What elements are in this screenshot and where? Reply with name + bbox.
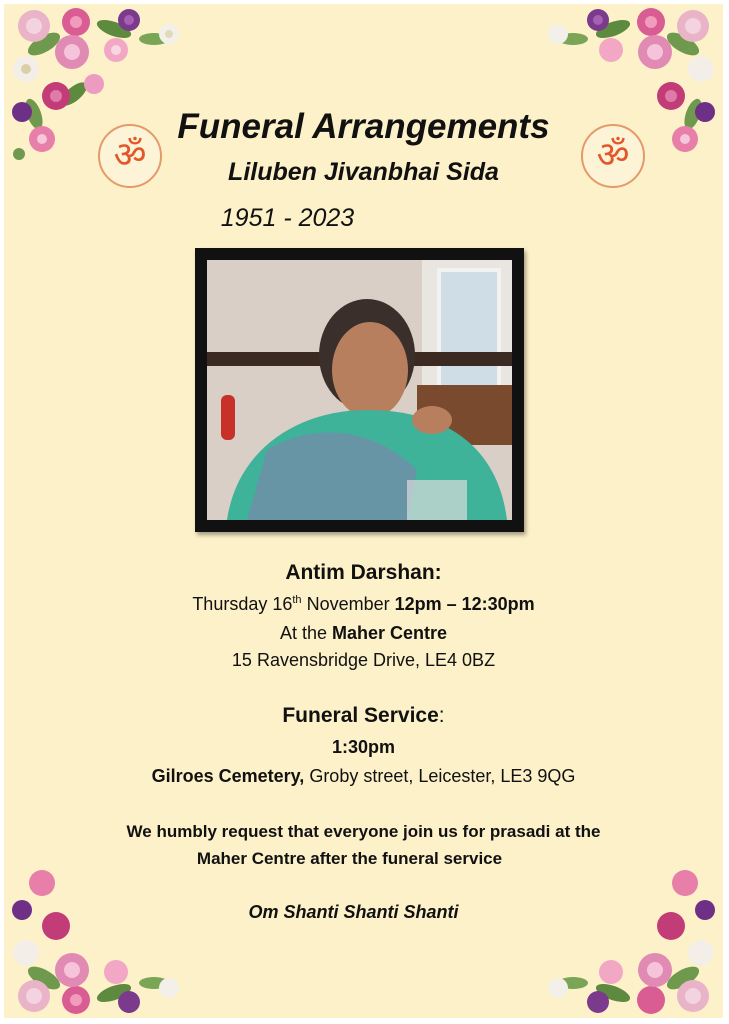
life-years: 1951 - 2023	[220, 204, 355, 232]
day-suffix: th	[292, 594, 302, 606]
page-title: Funeral Arrangements	[177, 107, 550, 146]
flower-bouquet-icon	[533, 848, 723, 1018]
om-glyph: ॐ	[596, 135, 630, 176]
funeral-service-title: Funeral Service	[282, 704, 439, 727]
om-glyph: ॐ	[113, 135, 147, 176]
flower-bouquet-icon	[4, 848, 194, 1018]
funeral-service-time: 1:30pm	[331, 737, 396, 757]
closing-prayer: Om Shanti Shanti Shanti	[248, 902, 459, 922]
antim-darshan-day: Thursday 16	[192, 594, 293, 614]
portrait-image-icon	[207, 260, 512, 520]
deceased-name: Liluben Jivanbhai Sida	[228, 158, 499, 186]
floral-corner-bottom-right	[533, 848, 723, 1018]
funeral-service-location	[4, 766, 723, 787]
portrait-photo	[207, 260, 512, 520]
venue-prefix: At the	[279, 623, 332, 643]
photo-frame	[195, 248, 524, 532]
antim-darshan-date-time	[4, 594, 723, 615]
cemetery-address: Groby street, Leicester, LE3 9QG	[304, 766, 576, 786]
request-line-1: We humbly request that everyone join us for prasadi at the	[126, 822, 601, 841]
funeral-service-heading	[4, 704, 723, 728]
funeral-notice-page	[4, 4, 723, 1018]
antim-darshan-venue	[4, 623, 723, 644]
venue-name: Maher Centre	[332, 623, 448, 643]
request-line-2: Maher Centre after the funeral service	[196, 849, 503, 868]
cemetery-name: Gilroes Cemetery,	[151, 766, 305, 786]
floral-corner-bottom-left	[4, 848, 194, 1018]
antim-darshan-month: November	[301, 594, 395, 614]
funeral-service-colon: :	[438, 704, 445, 727]
antim-darshan-time: 12pm – 12:30pm	[394, 594, 535, 614]
antim-darshan-heading: Antim Darshan:	[285, 561, 442, 584]
antim-darshan-address: 15 Ravensbridge Drive, LE4 0BZ	[231, 650, 496, 670]
